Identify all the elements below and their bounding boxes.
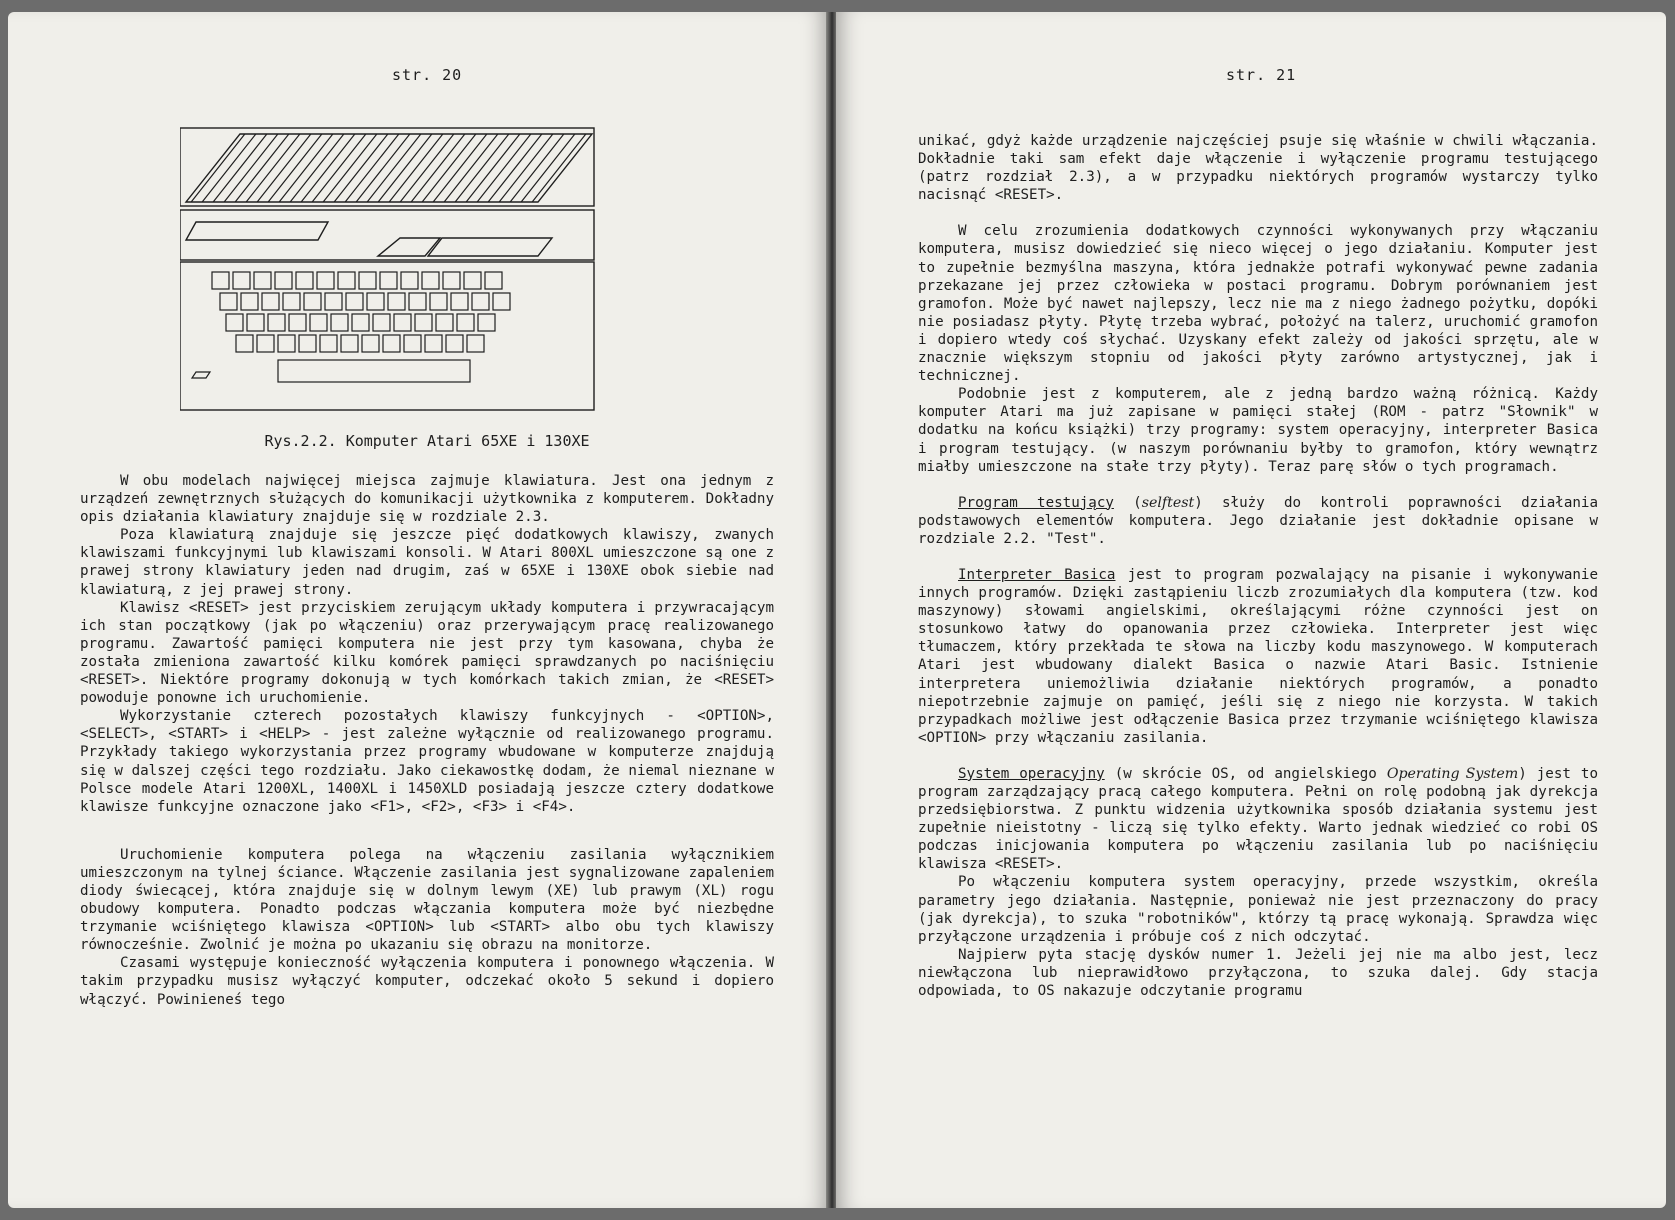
keyboard-key — [331, 314, 348, 331]
page-number-left: str. 20 — [392, 66, 463, 84]
keyboard-key — [383, 335, 400, 352]
left-page — [8, 12, 828, 1208]
hatch-line — [419, 130, 479, 206]
term-system-operacyjny: System operacyjny — [958, 765, 1105, 782]
keyboard-key — [299, 335, 316, 352]
hatch-line — [254, 130, 314, 206]
keyboard-key — [430, 293, 447, 310]
hatch-line — [309, 130, 369, 206]
keyboard-key — [338, 272, 355, 289]
keyboard-key — [409, 293, 426, 310]
paragraph: Wykorzystanie czterech pozostałych klawiszy funkcyjnych - <OPTION>, <SELECT>, <START> i <HELP> - jest zależne wyłącznie od realizowanego programu. Przykłady takiego wykorzystania przez programy wbudowane w komputerze znajdują się w dalszej części tego rozdziału. Jako ciekawostkę dodam, że niemal nieznane w Polsce modele Atari 1200XL, 1400XL i 1450XLD posiadają jeszcze cztery dodatkowe klawisze funkcyjne oznaczone jako <F1>, <F2>, <F3> i <F4>. — [80, 708, 774, 815]
english-term-operating-system: Operating System — [1386, 765, 1519, 782]
hatch-line — [452, 130, 512, 206]
text-fragment: (w skrócie OS, od angielskiego — [1104, 765, 1387, 782]
page-number-right: str. 21 — [1226, 66, 1297, 84]
keyboard-key — [341, 335, 358, 352]
keyboard-key — [415, 314, 432, 331]
hatch-line — [298, 130, 358, 206]
hatch-line — [188, 130, 248, 206]
keyboard-key — [362, 335, 379, 352]
keyboard-key — [352, 314, 369, 331]
keyboard-key — [278, 335, 295, 352]
hatch-line — [529, 130, 589, 206]
right-page-body — [918, 132, 1598, 1000]
keyboard-key — [275, 272, 292, 289]
text-fragment: ( — [1113, 494, 1142, 511]
paragraph-system-operacyjny — [918, 765, 1598, 874]
hatch-line — [199, 130, 259, 206]
right-page — [836, 12, 1666, 1208]
keyboard-key — [346, 293, 363, 310]
english-term-selftest: selftest — [1141, 494, 1195, 511]
hatch-line — [243, 130, 303, 206]
keyboard-key — [304, 293, 321, 310]
keyboard-key — [443, 272, 460, 289]
hatch-line — [331, 130, 391, 206]
left-page-body — [80, 472, 774, 1009]
keyboard-key — [257, 335, 274, 352]
hatch-line — [320, 130, 380, 206]
keyboard-key — [401, 272, 418, 289]
hatch-line — [232, 130, 292, 206]
keyboard-key — [373, 314, 390, 331]
keyboard-key — [457, 314, 474, 331]
keyboard-key — [451, 293, 468, 310]
hatch-line — [397, 130, 457, 206]
keyboard-key — [478, 314, 495, 331]
keyboard-key — [388, 293, 405, 310]
text-fragment: jest to program pozwalający na pisanie i wykonywanie innych programów. Dzięki zastąpieniu liczb zrozumiałych dla komputera (tzw. kod maszynowy) słowami angielskimi, określającymi różne czynności jest on stosunkowo łatwy do opanowania przez człowieka. Interpreter jest więc tłumaczem, który przekłada te słowa na liczby kodu maszynowego. W komputerach Atari jest wbudowany dialekt Basica o nazwie Atari Basic. Istnienie interpretera uniemożliwia działanie niektórych programów, a ponadto niepotrzebnie zajmuje on pamięć, jeśli się z niego nie korzysta. W takich przypadkach możliwe jest odłączenie Basica przez trzymanie wciśniętego klawisza <OPTION> przy włączaniu zasilania. — [918, 566, 1598, 746]
hatch-line — [474, 130, 534, 206]
keyboard-key — [247, 314, 264, 331]
hatch-line — [507, 130, 567, 206]
paragraph: Klawisz <RESET> jest przyciskiem zerującym układy komputera i przywracającym ich stan początkowy (jak po włączeniu) oraz przerywającym pracę realizowanego programu. Zawartość pamięci komputera nie jest przy tym kasowana, chyba że została zmieniona zawartość kilku komórek pamięci sprawdzanych po naciśnięciu <RESET>. Niektóre programy dokonują w tych komórkach takich zmian, że <RESET> powoduje ponowne ich uruchomienie. — [80, 599, 774, 707]
keyboard-key — [380, 272, 397, 289]
paragraph: Czasami występuje konieczność wyłączenia komputera i ponownego włączenia. W takim przypadku musisz wyłączyć komputer, odczekać około 5 sekund i dopiero włączyć. Powinieneś tego — [80, 955, 774, 1008]
keyboard-key — [422, 272, 439, 289]
hatch-line — [441, 130, 501, 206]
keyboard-key — [367, 293, 384, 310]
hatch-line — [364, 130, 424, 206]
hatch-line — [595, 130, 596, 206]
term-program-testujacy: Program testujący — [958, 494, 1114, 511]
keyboard-key — [394, 314, 411, 331]
paragraph: Poza klawiaturą znajduje się jeszcze pięć dodatkowych klawiszy, zwanych klawiszami funkcyjnymi lub klawiszami konsoli. W Atari 800XL umieszczone są one z prawej strony klawiatury jeden nad drugim, zaś w 65XE i 130XE obok siebie nad klawiaturą, z jej prawej strony. — [80, 527, 774, 598]
keyboard-key — [233, 272, 250, 289]
keyboard-key — [212, 272, 229, 289]
keyboard-key — [296, 272, 313, 289]
keyboard-key — [485, 272, 502, 289]
keyboard-key — [493, 293, 510, 310]
keyboard-key — [472, 293, 489, 310]
term-interpreter-basica: Interpreter Basica — [958, 566, 1116, 583]
paragraph-interpreter-basica — [918, 566, 1598, 747]
keyboard-key — [317, 272, 334, 289]
hatch-line — [430, 130, 490, 206]
keyboard-key — [226, 314, 243, 331]
keyboard-key — [320, 335, 337, 352]
hatch-line — [485, 130, 545, 206]
paragraph: W celu zrozumienia dodatkowych czynności wykonywanych przy włączaniu komputera, musisz dowiedzieć się nieco więcej o jego działaniu. Komputer jest to zupełnie bezmyślna maszyna, która jednakże potrafi wykonywać pewne zadania przekazane jej przez człowieka w postaci programu. Dobrym porównaniem jest gramofon. Może być nawet najlepszy, lecz nie ma z niego żadnego pożytku, dopóki nie posiadasz płyty. Płytę trzeba wybrać, położyć na talerz, uruchomić gramofon i dopiero wtedy coś słychać. Uzyskany efekt zależy od jakości sprzętu, ale w znacznie większym stopniu od jakości płyty zarówno artystycznej, jak i technicznej. — [918, 223, 1598, 385]
paragraph: Uruchomienie komputera polega na włączeniu zasilania wyłącznikiem umieszczonym na tylnej ściance. Włączenie zasilania jest sygnalizowane zapaleniem diody świecącej, która znajduje się w dolnym lewym (XE) lub prawym (XL) rogu obudowy komputera. Ponadto podczas włączania komputera może być niezbędne trzymanie wciśniętego klawisza <OPTION> lub <START> albo obu tych klawiszy równocześnie. Zwolnić je można po ukazaniu się obrazu na monitorze. — [80, 846, 774, 954]
text-fragment: ) służy do kontroli poprawności działania podstawowych elementów komputera. Jego działanie jest dokładnie opisane w rozdziale 2.2. "Test". — [918, 494, 1598, 547]
keyboard-key — [254, 272, 271, 289]
paragraph: unikać, gdyż każde urządzenie najczęściej psuje się właśnie w chwili włączania. Dokładnie taki sam efekt daje włączenie i wyłączenie programu testującego (patrz rozdział 2.3), a w przypadku niektórych programów wystarczy tylko nacisnąć <RESET>. — [918, 133, 1598, 204]
hatch-line — [210, 130, 270, 206]
paragraph: Podobnie jest z komputerem, ale z jedną bardzo ważną różnicą. Każdy komputer Atari ma już zapisane w pamięci stałej (ROM - patrz "Słownik" w dodatku na końcu książki) trzy programy: system operacyjny, interpreter Basica i program testujący. (w naszym porównaniu byłby to gramofon, który wewnątrz miałby umieszczone na stałe trzy płyty). Teraz parę słów o tych programach. — [918, 386, 1598, 475]
text-fragment: ) jest to program zarządzający pracą całego komputera. Pełni on rolę podobną jak dyrekcja przedsiębiorstwa. Z punktu widzenia użytkownika sposób działania systemu jest zupełnie nieistotny - liczą się tylko efekty. Warto jednak wiedzieć co robi OS podczas inicjowania komputera po włączeniu zasilania lub po naciśnięciu klawisza <RESET>. — [918, 765, 1598, 873]
hatch-line — [265, 130, 325, 206]
hatch-line — [276, 130, 336, 206]
keyboard-key — [359, 272, 376, 289]
keyboard-key — [289, 314, 306, 331]
keyboard-key — [404, 335, 421, 352]
hatch-line — [408, 130, 468, 206]
hatch-line — [496, 130, 556, 206]
hatch-line — [573, 130, 596, 206]
keyboard-key — [262, 293, 279, 310]
keyboard-key — [425, 335, 442, 352]
hatch-line — [463, 130, 523, 206]
keyboard-key — [310, 314, 327, 331]
keyboard-key — [464, 272, 481, 289]
keyboard-key — [283, 293, 300, 310]
hatch-line — [375, 130, 435, 206]
paragraph: Najpierw pyta stację dysków numer 1. Jeżeli jej nie ma albo jest, lecz niewłączona lub nieprawidłowo przyłączona, to szuka dalej. Gdy stacja odpowiada, to OS nakazuje odczytanie programu — [918, 946, 1598, 1000]
hatch-line — [342, 130, 402, 206]
atari-computer-drawing — [180, 122, 596, 412]
hatch-line — [353, 130, 413, 206]
hatch-line — [386, 130, 446, 206]
paragraph-program-testujacy — [918, 494, 1598, 548]
keyboard-key — [268, 314, 285, 331]
hatch-line — [287, 130, 347, 206]
keyboard-key — [467, 335, 484, 352]
keyboard-key — [446, 335, 463, 352]
hatch-line — [562, 130, 596, 206]
keyboard-key — [325, 293, 342, 310]
figure-caption: Rys.2.2. Komputer Atari 65XE i 130XE — [264, 432, 590, 450]
hatch-line — [518, 130, 578, 206]
keyboard-key — [236, 335, 253, 352]
keyboard-key — [241, 293, 258, 310]
hatch-line — [221, 130, 281, 206]
atari-computer-illustration — [180, 122, 596, 412]
paragraph: W obu modelach najwięcej miejsca zajmuje klawiatura. Jest ona jednym z urządzeń zewnętrznych służących do komunikacji użytkownika z komputerem. Dokładny opis działania klawiatury znajduje się w rozdziale 2.3. — [80, 473, 774, 526]
keyboard-key — [220, 293, 237, 310]
paragraph: Po włączeniu komputera system operacyjny, przede wszystkim, określa parametry jego działania. Następnie, ponieważ nie jest przeznaczony do pracy (jak dyrekcja), to szuka "robotników", którzy tą pracę wykonają. Sprawdza więc przyłączone urządzenia i próbuje coś z nich odczytać. — [918, 874, 1598, 945]
keyboard-key — [436, 314, 453, 331]
